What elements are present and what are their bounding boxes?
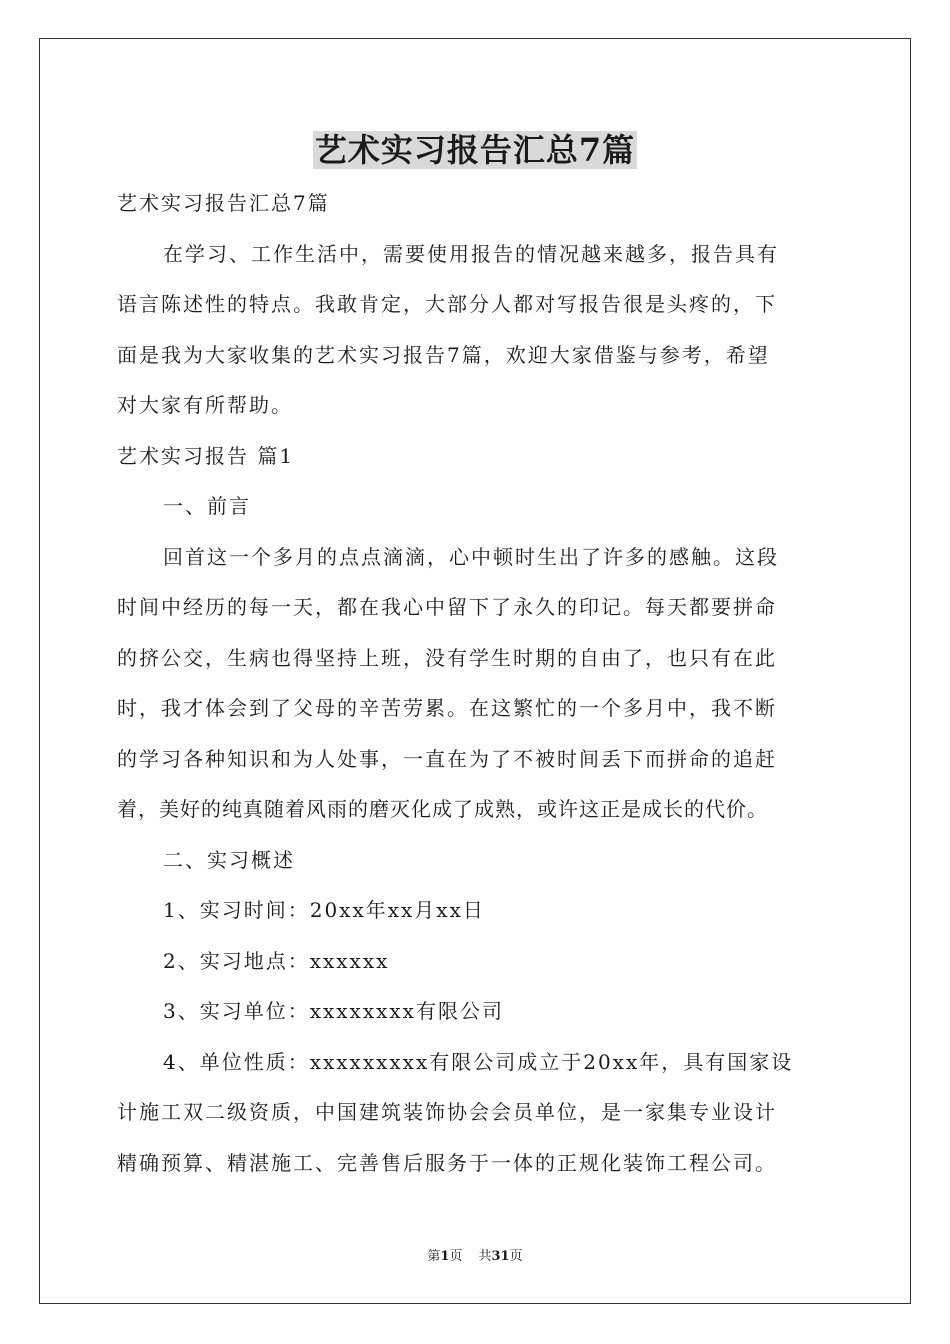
footer-page-number: 1: [440, 1249, 450, 1264]
nature-line: 4、单位性质：xxxxxxxxx有限公司成立于20xx年，具有国家设: [163, 1049, 794, 1074]
document-title-text: 艺术实习报告汇总7篇: [314, 131, 636, 169]
intro-line: 语言陈述性的特点。我敢肯定，大部分人都对写报告很是头疼的，下: [117, 292, 777, 316]
footer-page-suffix: 页: [449, 1249, 463, 1264]
document-subtitle: 艺术实习报告汇总7篇: [117, 191, 330, 215]
intro-line: 对大家有所帮助。: [117, 393, 293, 417]
section-heading: 艺术实习报告 篇1: [117, 443, 295, 468]
intro-line: 面是我为大家收集的艺术实习报告7篇，欢迎大家借鉴与参考，希望: [117, 342, 770, 367]
footer-total-prefix: 共: [478, 1249, 492, 1264]
overview-item-company: 3、实习单位：xxxxxxxx有限公司: [163, 999, 504, 1023]
footer-page-prefix: 第: [427, 1249, 441, 1264]
footer-total-suffix: 页: [509, 1249, 523, 1264]
preface-line: 的学习各种知识和为人处事，一直在为了不被时间丢下而拼命的追赶: [117, 746, 777, 771]
nature-line: 计施工双二级资质，中国建筑装饰协会会员单位，是一家集专业设计: [117, 1100, 777, 1124]
preface-paragraph: [117, 532, 837, 835]
page-footer: [0, 1248, 950, 1266]
overview-heading: 二、实习概述: [163, 847, 295, 872]
preface-line: 着，美好的纯真随着风雨的磨灭化成了成熟，或许这正是成长的代价。: [117, 797, 768, 821]
overview-item-nature: [117, 1037, 837, 1189]
document-title: [0, 128, 950, 172]
preface-line: 回首这一个多月的点点滴滴，心中顿时生出了许多的感触。这段: [163, 544, 779, 569]
footer-total-pages: 31: [491, 1249, 510, 1264]
overview-item-location: 2、实习地点：xxxxxx: [163, 948, 390, 973]
preface-line: 的挤公交，生病也得坚持上班，没有学生时期的自由了，也只有在此: [117, 645, 777, 670]
preface-heading: 一、前言: [163, 494, 251, 518]
nature-line: 精确预算、精湛施工、完善售后服务于一体的正规化装饰工程公司。: [117, 1150, 777, 1175]
preface-line: 时间中经历的每一天，都在我心中留下了永久的印记。每天都要拼命: [117, 595, 777, 619]
preface-line: 时，我才体会到了父母的辛苦劳累。在这繁忙的一个多月中，我不断: [117, 696, 777, 720]
intro-line: 在学习、工作生活中，需要使用报告的情况越来越多，报告具有: [163, 241, 779, 266]
intro-paragraph: [117, 229, 837, 431]
overview-item-time: 1、实习时间：20xx年xx月xx日: [163, 898, 485, 922]
document-body: [117, 178, 837, 1188]
